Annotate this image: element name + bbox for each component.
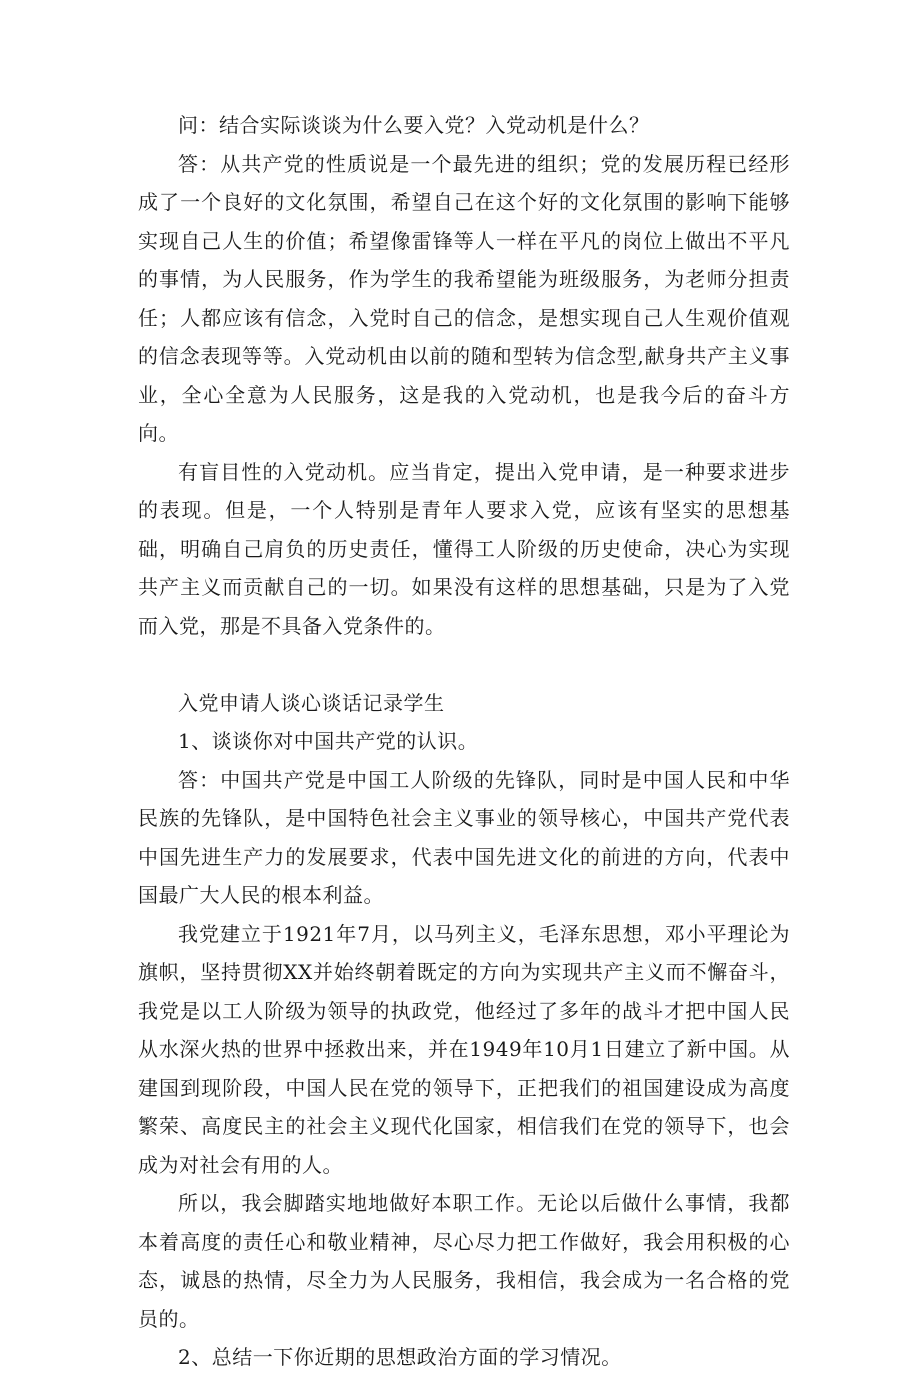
body-paragraph: 我党建立于1921年7月，以马列主义，毛泽东思想，邓小平理论为旗帜，坚持贯彻XX并始终朝着既定的方向为实现共产主义而不懈奋斗，我党是以工人阶级为领导的执政党，他经过了多年的战斗才把中国人民从水深火热的世界中拯救出来，并在1949年10月1日建立了新中国。从建国到现阶段，中国人民在党的领导下，正把我们的祖国建设成为高度繁荣、高度民主的社会主义现代化国家，相信我们在党的领导下，也会成为对社会有用的人。 bbox=[138, 921, 790, 1177]
section-heading: 入党申请人谈心谈话记录学生 bbox=[178, 690, 445, 715]
question-paragraph: 2、总结一下你近期的思想政治方面的学习情况。 bbox=[178, 1345, 622, 1369]
body-paragraph: 所以，我会脚踏实地地做好本职工作。无论以后做什么事情，我都本着高度的责任心和敬业精神，尽心尽力把工作做好，我会用积极的心态，诚恳的热情，尽全力为人民服务，我相信，我会成为一名合格的党员的。 bbox=[138, 1191, 790, 1331]
answer-paragraph: 答：中国共产党是中国工人阶级的先锋队，同时是中国人民和中华民族的先锋队，是中国特色社会主义事业的领导核心，中国共产党代表中国先进生产力的发展要求，代表中国先进文化的前进的方向，代表中国最广大人民的根本利益。 bbox=[138, 767, 790, 907]
answer-paragraph: 答：从共产党的性质说是一个最先进的组织；党的发展历程已经形成了一个良好的文化氛围，希望自己在这个好的文化氛围的影响下能够实现自己人生的价值；希望像雷锋等人一样在平凡的岗位上做出不平凡的事情，为人民服务，作为学生的我希望能为班级服务，为老师分担责任；人都应该有信念，入党时自己的信念，是想实现自己人生观价值观的信念表现等等。入党动机由以前的随和型转为信念型,献身共产主义事业，全心全意为人民服务，这是我的入党动机，也是我今后的奋斗方向。 bbox=[138, 151, 790, 445]
question-paragraph: 1、谈谈你对中国共产党的认识。 bbox=[178, 729, 479, 753]
document-body bbox=[138, 106, 790, 1377]
body-paragraph: 有盲目性的入党动机。应当肯定，提出入党申请，是一种要求进步的表现。但是，一个人特别是青年人要求入党，应该有坚实的思想基础，明确自己肩负的历史责任，懂得工人阶级的历史使命，决心为实现共产主义而贡献自己的一切。如果没有这样的思想基础，只是为了入党而入党，那是不具备入党条件的。 bbox=[138, 459, 790, 638]
question-paragraph: 问：结合实际谈谈为什么要入党？入党动机是什么？ bbox=[178, 113, 650, 137]
